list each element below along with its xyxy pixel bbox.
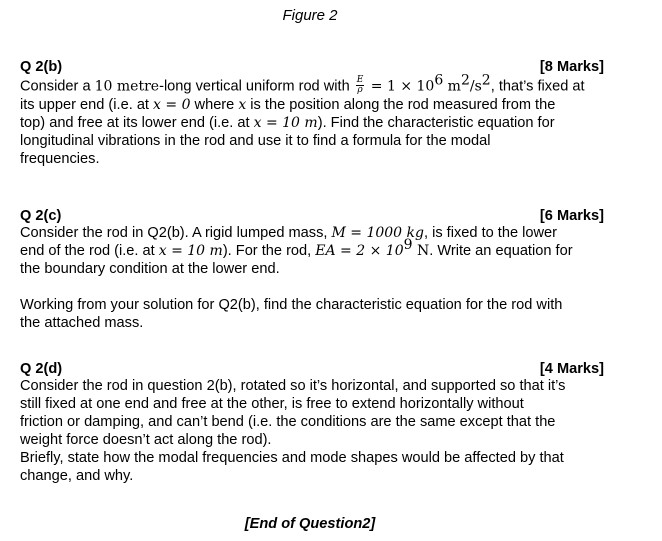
q2d-line-4: weight force doesn’t act along the rod). (20, 432, 272, 448)
q2b-math-unit-exponent: 2 (460, 72, 470, 89)
q2c-line-3: the boundary condition at the lower end. (20, 261, 280, 277)
q2d-line-1: Consider the rod in question 2(b), rotated so it’s horizontal, and supported so that it’s (20, 378, 566, 394)
q2b-math-equation: = 1 × 10 (366, 78, 435, 95)
q2c-p2-line-1: Working from your solution for Q2(b), find the characteristic equation for the rod with (20, 297, 563, 313)
q2c-line-1 (20, 224, 610, 242)
q2b-line-5: frequencies. (20, 151, 100, 167)
q2c-math-exponent: 9 (403, 237, 413, 253)
q2d-body (20, 377, 610, 485)
q2c-math: M = 1000 kg (331, 225, 424, 241)
q2b-math-unit-exponent: 2 (481, 72, 491, 89)
q2c-marks: [6 Marks] (539, 208, 604, 224)
q2b-math-unit: m (443, 78, 461, 95)
q2b-math-length: 10 metre (94, 78, 160, 95)
q2b-line-4: longitudinal vibrations in the rod and use it to find a formula for the modal (20, 133, 491, 149)
q2b-text: ). Find the characteristic equation for (317, 115, 555, 131)
q2c-label: Q 2(c) (20, 208, 62, 224)
fraction-denominator: ρ (357, 85, 363, 95)
q2b-text: where (190, 97, 239, 113)
q2c-math: EA = 2 × 10 (315, 243, 404, 259)
q2c-text: Consider the rod in Q2(b). A rigid lumped mass, (20, 225, 332, 241)
q2b-math-unit: /s (469, 78, 482, 95)
q2c-math: x = 10 m (158, 243, 223, 259)
q2c-body (20, 224, 610, 278)
q2b-text: top) and free at its lower end (i.e. at (20, 115, 254, 131)
q2b-text: is the position along the rod measured from the (246, 97, 556, 113)
q2c-p2-line-2: the attached mass. (20, 315, 144, 331)
q2b-text: , that’s fixed at (490, 78, 585, 95)
q2c-heading (20, 207, 604, 225)
q2d-label: Q 2(d) (20, 361, 63, 377)
q2d-line-3: friction or damping, and can’t bend (i.e. the conditions are the same except that the (20, 414, 556, 430)
q2d-line-5: Briefly, state how the modal frequencies and mode shapes would be affected by that (20, 450, 564, 466)
q2c-line-2 (20, 237, 610, 260)
q2d-line-6: change, and why. (20, 468, 134, 484)
q2b-body (20, 72, 610, 168)
e-over-rho-fraction (356, 76, 365, 95)
q2b-math: x = 0 (153, 97, 191, 113)
q2b-label: Q 2(b) (20, 59, 63, 75)
q2b-text: -long vertical uniform rod with (159, 78, 354, 95)
q2b-line-2 (20, 96, 610, 114)
q2b-line-3 (20, 114, 610, 132)
q2b-math: x (238, 97, 247, 113)
q2c-math-unit: N (412, 243, 430, 259)
q2b-line-1 (20, 72, 610, 96)
q2d-line-2: still fixed at one end and free at the other, is free to extend horizontally without (20, 396, 524, 412)
q2b-heading (20, 58, 604, 76)
q2c-text: . Write an equation for (429, 243, 573, 259)
q2c-text: ). For the rod, (222, 243, 316, 259)
q2d-marks: [4 Marks] (539, 361, 604, 377)
q2c-text: , is fixed to the lower (423, 225, 558, 241)
q2b-math-exponent: 6 (434, 72, 444, 89)
q2b-marks: [8 Marks] (539, 59, 604, 75)
fraction-numerator: E (356, 75, 364, 85)
q2b-text: Consider a (20, 78, 95, 95)
end-of-question-note: [End of Question2] (244, 516, 376, 532)
q2b-math: x = 10 m (253, 115, 318, 131)
q2c-text: end of the rod (i.e. at (20, 243, 159, 259)
figure-caption: Figure 2 (282, 7, 338, 24)
q2d-heading (20, 360, 604, 378)
q2c-body-2 (20, 296, 610, 332)
q2b-text: its upper end (i.e. at (20, 97, 154, 113)
